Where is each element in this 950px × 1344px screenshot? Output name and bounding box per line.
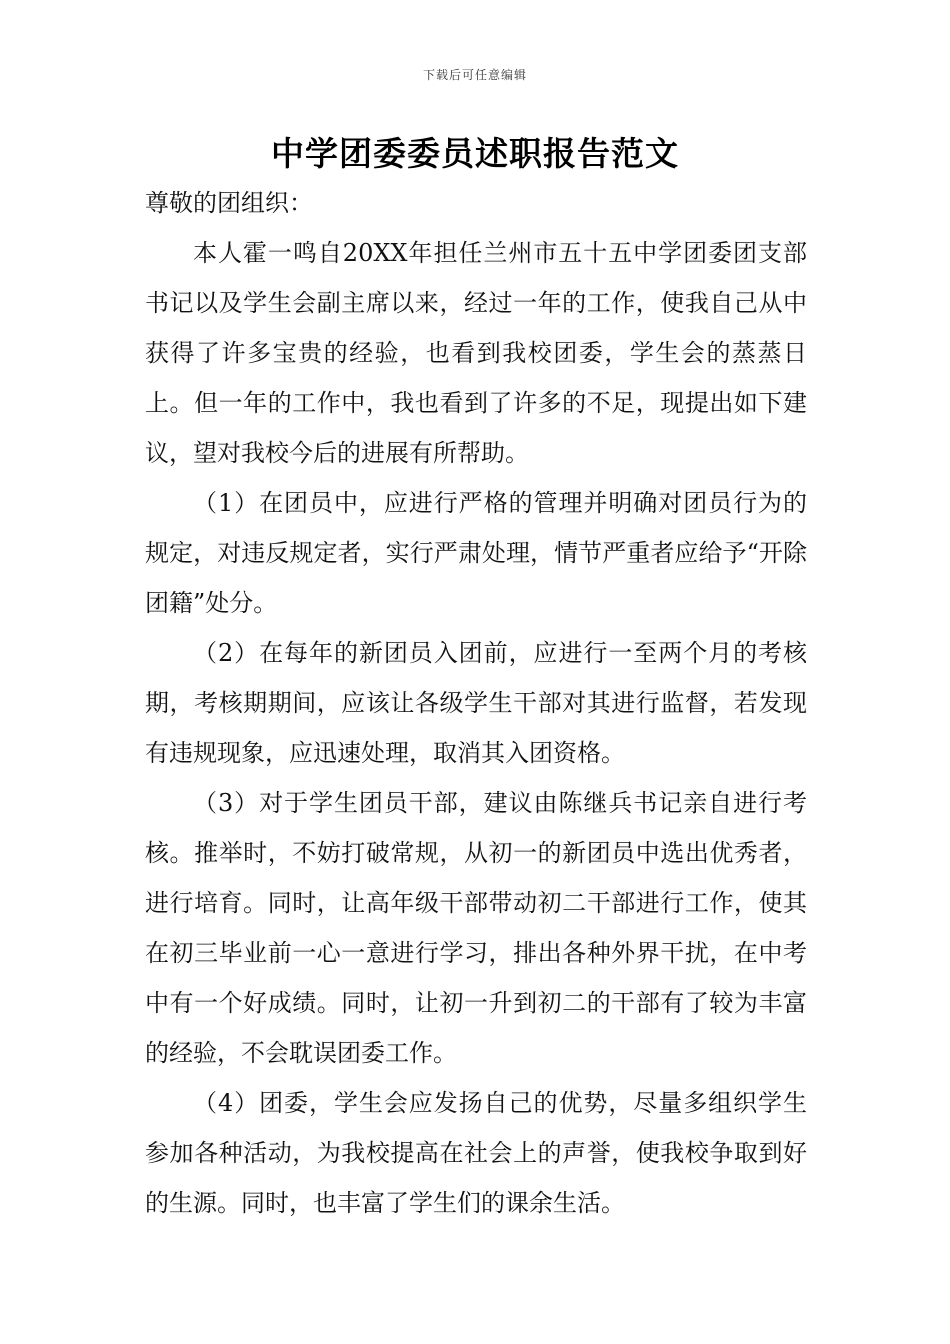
document-body xyxy=(145,178,807,1228)
header-note: 下载后可任意编辑 xyxy=(422,68,527,82)
document-title: 中学团委委员述职报告范文 xyxy=(271,134,679,173)
paragraph-suggestion-2: （2）在每年的新团员入团前，应进行一至两个月的考核期，考核期期间，应该让各级学生干部对其进行监督，若发现有违规现象，应迅速处理，取消其入团资格。 xyxy=(145,639,807,767)
paragraph-suggestion-3: （3）对于学生团员干部，建议由陈继兵书记亲自进行考核。推举时，不妨打破常规，从初一的新团员中选出优秀者，进行培育。同时，让高年级干部带动初二干部进行工作，使其在初三毕业前一心一意进行学习，排出各种外界干扰，在中考中有一个好成绩。同时，让初一升到初二的干部有了较为丰富的经验，不会耽误团委工作。 xyxy=(145,789,807,1067)
paragraph-intro: 本人霍一鸣自20XX年担任兰州市五十五中学团委团支部书记以及学生会副主席以来，经过一年的工作，使我自己从中获得了许多宝贵的经验，也看到我校团委，学生会的蒸蒸日上。但一年的工作中，我也看到了许多的不足，现提出如下建议，望对我校今后的进展有所帮助。 xyxy=(145,239,807,467)
paragraph-suggestion-1: （1）在团员中，应进行严格的管理并明确对团员行为的规定，对违反规定者，实行严肃处理，情节严重者应给予“开除团籍”处分。 xyxy=(145,489,807,617)
paragraph-suggestion-4: （4）团委，学生会应发扬自己的优势，尽量多组织学生参加各种活动，为我校提高在社会上的声誉，使我校争取到好的生源。同时，也丰富了学生们的课余生活。 xyxy=(145,1089,807,1217)
salutation: 尊敬的团组织： xyxy=(145,189,313,217)
